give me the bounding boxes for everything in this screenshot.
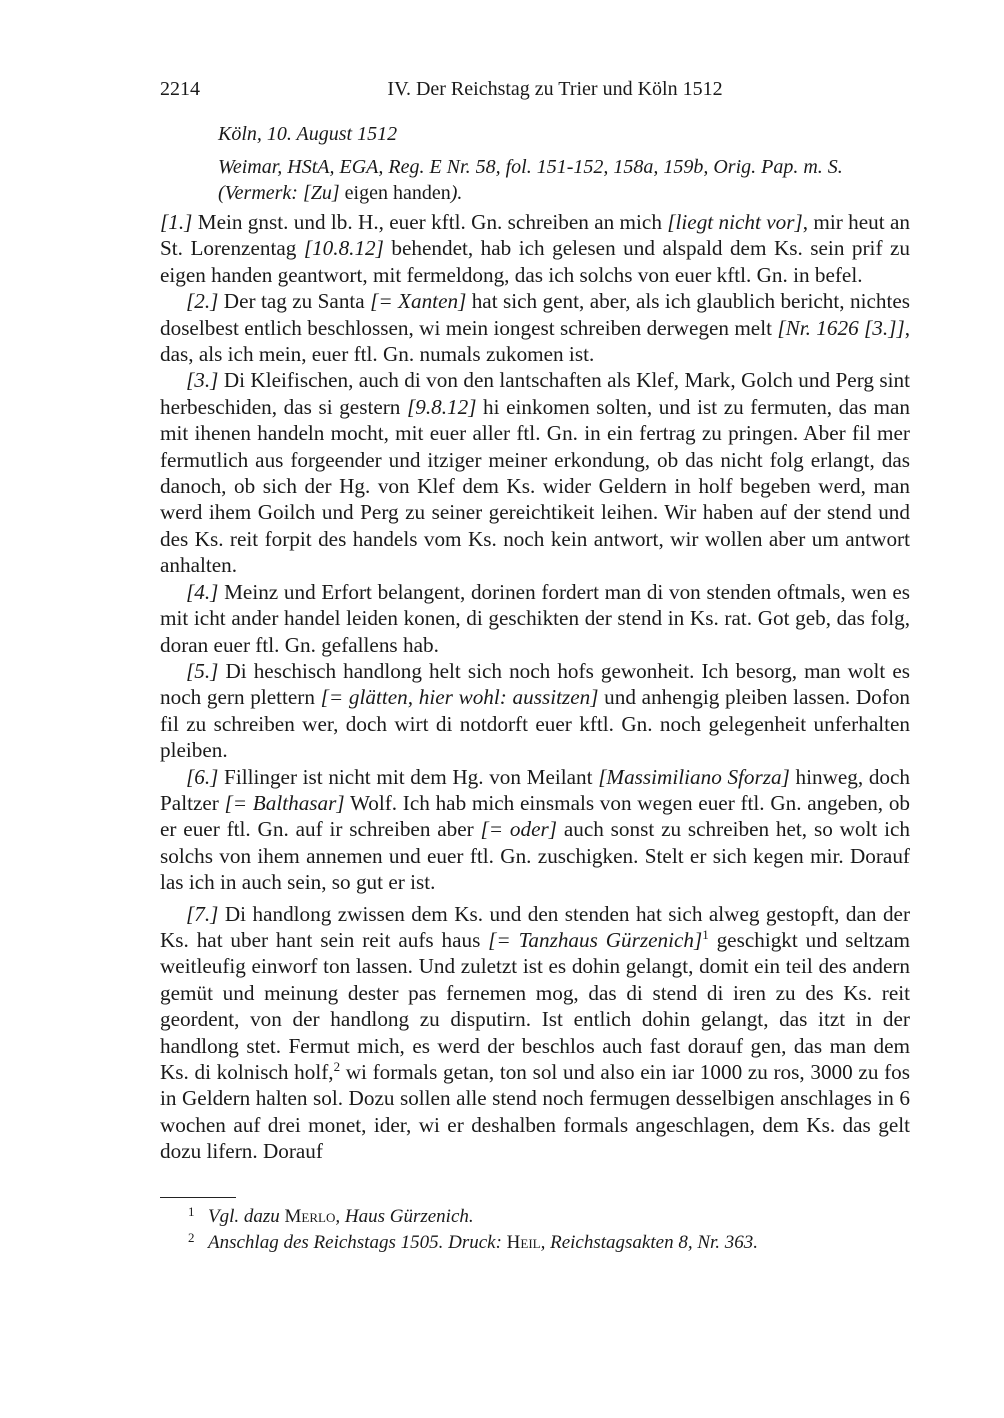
paragraph-7 xyxy=(160,901,910,1165)
editorial-note: [= glätten, hier wohl: aussitzen] xyxy=(320,685,599,710)
footnote-text xyxy=(208,1230,758,1256)
paragraph-3 xyxy=(160,367,910,578)
paragraph-6 xyxy=(160,764,910,896)
footnote-prefix: Anschlag des Reichstags 1505. Druck: xyxy=(208,1232,507,1253)
editorial-note: [Massimiliano Sforza] xyxy=(598,764,790,789)
editorial-note: [= Balthasar] xyxy=(224,790,345,815)
footnote-ref-2[interactable]: 2 xyxy=(333,1058,341,1074)
editorial-note: [= Xanten] xyxy=(370,289,467,314)
text-run: wi formals getan, ton sol und also ein iar 1000 zu ros, 3000 zu fos in Geldern halten sol. Dozu sollen alle stend noch fermugen desselbigen anschlages in 6 wochen auf drei monet, ider, wi er deshalben formals angeschlagen, dem Ks. das gelt dozu lifern. Dorauf xyxy=(160,1060,910,1164)
footnote-suffix: , Haus Gürzenich. xyxy=(335,1206,474,1227)
editorial-note: [= Tanzhaus Gürzenich] xyxy=(488,927,703,952)
footnotes xyxy=(160,1204,910,1256)
paragraph-number: [7.] xyxy=(186,901,219,926)
text-run: Meinz und Erfort belangent, dorinen fordert man di von stenden oftmals, wen es mit icht ander handel leiden konen, di geschikten der stend in Ks. rat. Got geb, das folg, doran euer ftl. Gn. gefallens hab. xyxy=(160,579,910,657)
paragraph-number: [2.] xyxy=(186,289,219,314)
page-header xyxy=(160,78,910,108)
footnote-prefix: Vgl. dazu xyxy=(208,1206,285,1227)
text-run: , das, als ich mein, euer ftl. Gn. numals zukomen ist. xyxy=(160,315,910,367)
page-number: 2214 xyxy=(160,78,200,100)
editorial-note: [= oder] xyxy=(480,817,558,842)
archive-note-upright: eigen handen xyxy=(339,182,451,204)
archive-note-close: ). xyxy=(450,182,463,204)
archive-reference xyxy=(218,154,910,206)
editorial-note: [9.8.12] xyxy=(406,394,477,419)
text-run: auch sonst zu schreiben het, so wolt ich solchs von ihem annemen und euer ftl. Gn. zuschigken. Stelt er sich kegen mir. Dorauf las ich in auch sein, so gut er ist. xyxy=(160,817,911,895)
footnote-1 xyxy=(160,1204,910,1230)
footnote-ref-1[interactable]: 1 xyxy=(702,926,709,942)
editorial-note: [10.8.12] xyxy=(303,236,384,261)
paragraph-4 xyxy=(160,579,910,658)
paragraph-number: [6.] xyxy=(186,764,219,789)
footnote-author: Merlo xyxy=(284,1206,336,1227)
editorial-note: [Nr. 1626 [3.]] xyxy=(777,315,905,340)
text-run: hinweg, doch Paltzer xyxy=(160,764,911,815)
footnote-text xyxy=(208,1204,474,1230)
text-run: Di Kleifischen, auch di von den lantschaften als Klef, Mark, Golch und Perg sint herbeschiden, das si gestern xyxy=(160,368,910,419)
paragraph-number: [4.] xyxy=(186,579,219,604)
editorial-note: [liegt nicht vor] xyxy=(667,210,803,234)
paragraph-number: [1.] xyxy=(160,210,193,234)
archive-note-open: (Vermerk: [Zu] xyxy=(218,182,340,204)
paragraph-1 xyxy=(160,209,910,288)
footnote-number: 2 xyxy=(188,1230,195,1245)
letter-body xyxy=(160,209,910,1165)
footnote-number: 1 xyxy=(188,1204,195,1219)
text-run: Fillinger ist nicht mit dem Hg. von Meilant xyxy=(218,764,599,789)
archive-signature: Weimar, HStA, EGA, Reg. E Nr. 58, fol. 151-152, 158a, 159b, Orig. Pap. m. S. xyxy=(218,156,843,178)
footnote-author: Heil xyxy=(506,1232,541,1253)
paragraph-number: [3.] xyxy=(186,368,219,393)
paragraph-number: [5.] xyxy=(186,658,219,683)
text-run: hat sich gent, aber, als ich glaublich bericht, nichtes doselbest entlich beschlossen, wi mein iongest schreiben derwegen melt xyxy=(160,289,910,340)
text-run: hi einkomen solten, und ist zu fermuten, das man mit ihenen handeln mocht, mit euer aller ftl. Gn. in ein fertrag zu pringen. Aber fil mer fermutlich aus forgeender und itziger meiner erkondung, ob das nicht folg erlangt, das danoch, ob sich der Hg. von Klef dem Ks. wider Geldern in holf begeben werd, man werd ihem Goilch und Perg zu seiner gereichtikeit leihen. Wir haben auf der stend und des Ks. reit forpit des handels vom Ks. noch kein antwort, wir wollen aber um antwort anhalten. xyxy=(160,394,910,578)
text-run: Der tag zu Santa xyxy=(218,289,371,314)
text-run: Di handlong zwissen dem Ks. und den stenden hat sich alweg gestopft, dan der Ks. hat uber hant sein reit aufs haus xyxy=(160,901,910,952)
text-run: geschigkt und seltzam weitleufig einworf ton lassen. Und zuletzt ist es dohin gelangt, domit ein teil des andern gemüt und meinung dester pas fernemen mog, das di stend di iren zu des Ks. reit geordent, von der handlong zu disputirn. Ist entlich dohin gelangt, das itzt in der handlong stet. Fermut mich, es werd der beschlos auch fast dorauf gen, das man dem Ks. di kolnisch holf, xyxy=(160,927,910,1084)
text-run: Wolf. Ich hab mich einsmals von wegen euer ftl. Gn. angeben, ob er euer ftl. Gn. auf ir schreiben aber xyxy=(160,790,911,842)
place-date-line: Köln, 10. August 1512 xyxy=(218,123,398,145)
footnote-divider xyxy=(160,1197,236,1198)
text-run: und anhengig pleiben lassen. Dofon fil zu schreiben wer, doch wirt di notdorft euer kftl. Gn. noch gelegenheit unferhalten pleiben. xyxy=(160,685,911,763)
text-run: Di heschisch handlong helt sich noch hofs gewonheit. Ich besorg, man wolt es noch gern plettern xyxy=(160,658,910,710)
text-run: Mein gnst. und lb. H., euer kftl. Gn. schreiben an mich xyxy=(192,210,668,234)
text-run: , mir heut an St. Lorenzentag xyxy=(160,210,910,261)
footnote-suffix: , Reichstagsakten 8, Nr. 363. xyxy=(540,1232,759,1253)
running-title: IV. Der Reichstag zu Trier und Köln 1512 xyxy=(387,78,723,100)
paragraph-2 xyxy=(160,288,910,367)
footnote-2 xyxy=(160,1230,910,1256)
paragraph-5 xyxy=(160,658,910,764)
text-run: behendet, hab ich gelesen und alspald dem Ks. sein prif zu eigen handen geantwort, mit fermeldong, das ich solchs von euer kftl. Gn. in befel. xyxy=(160,236,910,287)
